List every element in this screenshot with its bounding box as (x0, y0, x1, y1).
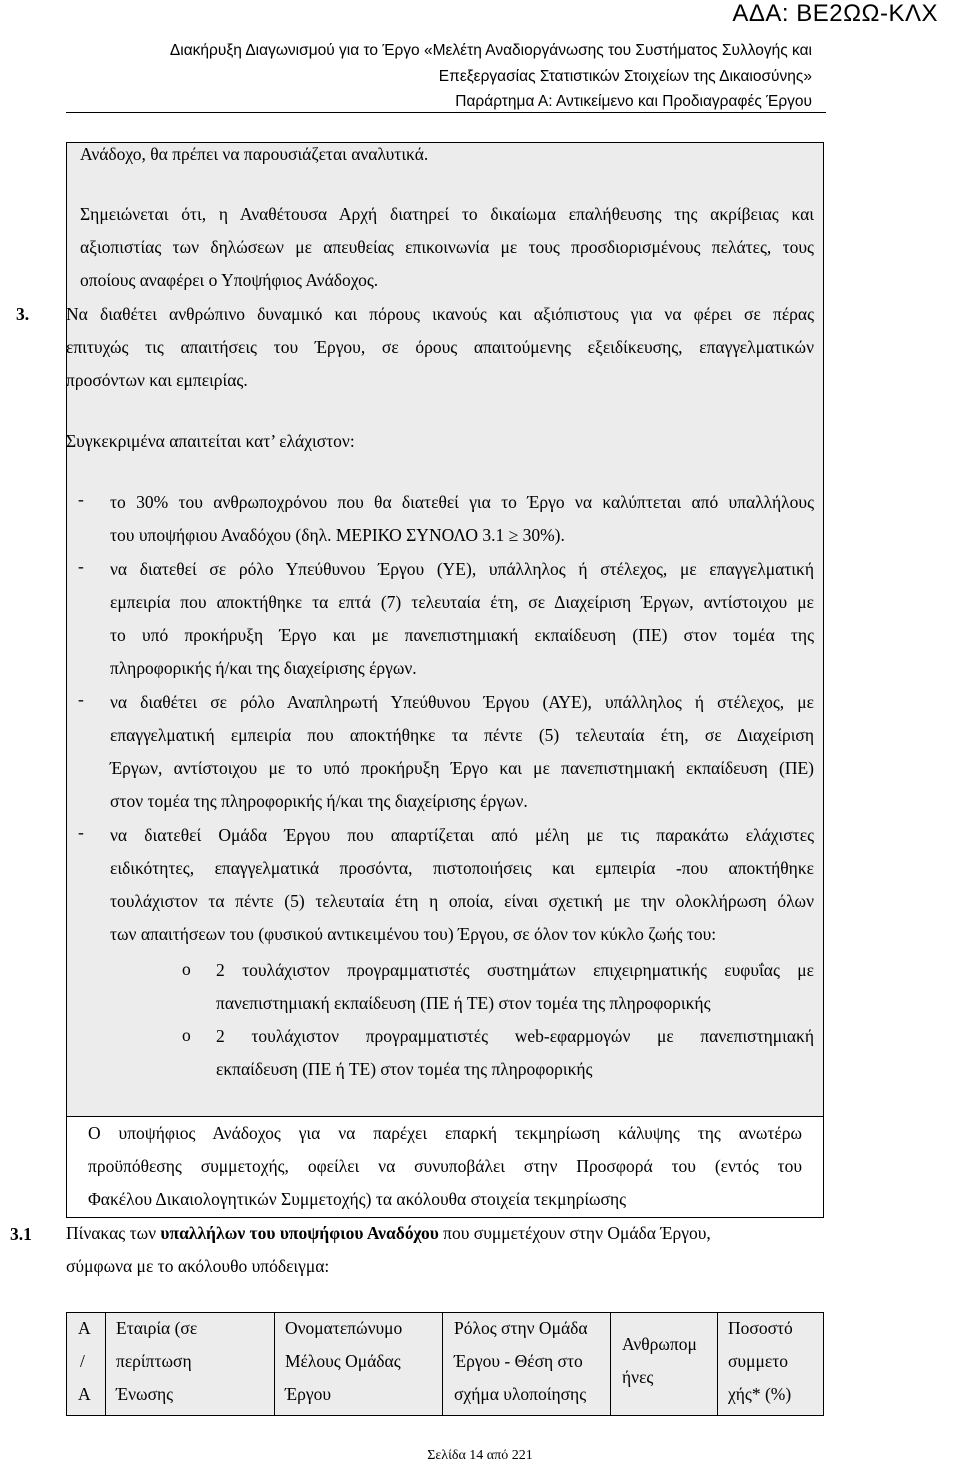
sub-bullet-2-line-1: 2 τουλάχιστον προγραμματιστές web-εφαρμογών με πανεπιστημιακή (216, 1026, 814, 1046)
section-3-1-line-1 (66, 1217, 711, 1250)
page-footer: Σελίδα 14 από 221 (427, 1448, 533, 1463)
column-divider (610, 1313, 611, 1415)
section-3-1-number: 3.1 (10, 1224, 32, 1244)
header-line-3: Παράρτημα Α: Αντικείμενο και Προδιαγραφές Έργου (455, 93, 812, 110)
table-header-name-2: Μέλους Ομάδας (285, 1351, 401, 1371)
bullet-1-line-2: του υποψήφιου Αναδόχου (δηλ. ΜΕΡΙΚΟ ΣΥΝΟΛΟ 3.1 ≥ 30%). (110, 525, 565, 545)
bullet-3-line-1: να διαθέτει σε ρόλο Αναπληρωτή Υπεύθυνου Έργου (ΑΥΕ), υπάλληλος ή στέλεχος, με (110, 692, 814, 712)
bullet-4-line-4: των απαιτήσεων του (φυσικού αντικειμένου του) Έργου, σε όλον τον κύκλο ζωής του: (110, 924, 717, 944)
bullet-2-line-3: το υπό προκήρυξη Έργο και με πανεπιστημιακή εκπαίδευση (ΠΕ) στον τομέα της (110, 625, 814, 645)
table-header-aa-2: / (80, 1351, 85, 1371)
note-box-line-3: Φακέλου Δικαιολογητικών Συμμετοχής) τα ακόλουθα στοιχεία τεκμηρίωσης (88, 1189, 627, 1209)
column-divider (274, 1313, 275, 1415)
section-3-1-text-before: Πίνακας των (66, 1223, 161, 1243)
item-3-line-3: προσόντων και εμπειρίας. (66, 370, 248, 390)
table-header-role-1: Ρόλος στην Ομάδα (454, 1318, 588, 1338)
sub-bullet-2-line-2: εκπαίδευση (ΠΕ ή ΤΕ) στον τομέα της πληροφορικής (216, 1059, 593, 1079)
item-3-number: 3. (16, 304, 30, 324)
bullet-3-line-2: επαγγελματική εμπειρία που αποκτήθηκε τα πέντε (5) τελευταία έτη, σε Διαχείριση (110, 725, 814, 745)
header-rule (66, 112, 826, 113)
item-3-line-1: Να διαθέτει ανθρώπινο δυναμικό και πόρους ικανούς και αξιόπιστους για να φέρει σε πέρας (66, 304, 814, 324)
table-header-company-2: περίπτωση (116, 1351, 192, 1371)
sub-bullet-1-line-1: 2 τουλάχιστον προγραμματιστές συστημάτων επιχειρηματικής ευφυΐας με (216, 960, 814, 980)
header-line-1: Διακήρυξη Διαγωνισμού για το Έργο «Μελέτη Αναδιοργάνωσης του Συστήματος Συλλογής και (169, 42, 812, 59)
bullet-3-line-4: στον τομέα της πληροφορικής ή/και της διαχείρισης έργων. (110, 791, 528, 811)
circle-bullet-marker: o (182, 959, 191, 979)
dash-marker: - (78, 689, 84, 709)
table-header-company-1: Εταιρία (σε (116, 1318, 198, 1338)
table-header-percent-2: συμμετο (728, 1351, 788, 1371)
table-header-manmonths-2: ήνες (622, 1367, 654, 1387)
bullet-4-line-1: να διατεθεί Ομάδα Έργου που απαρτίζεται από μέλη με τις παρακάτω ελάχιστες (110, 825, 814, 845)
bullet-2-line-4: πληροφορικής ή/και της διαχείρισης έργων. (110, 658, 417, 678)
header-line-2: Επεξεργασίας Στατιστικών Στοιχείων της Δικαιοσύνης» (438, 68, 812, 85)
table-header-role-3: σχήμα υλοποίησης (454, 1384, 587, 1404)
column-divider (717, 1313, 718, 1415)
table-header-aa-3: Α (78, 1384, 91, 1404)
bullet-3-line-3: Έργων, αντίστοιχου με το υπό προκήρυξη Έργο και με πανεπιστημιακή εκπαίδευση (ΠΕ) (110, 758, 814, 778)
dash-marker: - (78, 556, 84, 576)
section-3-1-text-bold: υπαλλήλων του υποψήφιου Αναδόχου (160, 1223, 439, 1243)
table-header-company-3: Ένωσης (116, 1384, 174, 1404)
section-3-1-line-2: σύμφωνα με το ακόλουθο υπόδειγμα: (66, 1256, 330, 1276)
ada-code: ΑΔΑ: ΒΕ2ΩΩ-ΚΛΧ (732, 0, 938, 27)
intro-line: Ανάδοχο, θα πρέπει να παρουσιάζεται αναλυτικά. (80, 144, 429, 164)
note-box-line-2: προϋπόθεσης συμμετοχής, οφείλει να συνυποβάλει στην Προσφορά του (εντός του (88, 1156, 802, 1176)
table-header-name-3: Έργου (285, 1384, 332, 1404)
note-line-2: αξιοπιστίας των δηλώσεων με απευθείας επικοινωνία με τους προσδιορισμένους πελάτες, τους (80, 237, 814, 257)
table-header-percent-1: Ποσοστό (728, 1318, 793, 1338)
specific-heading: Συγκεκριμένα απαιτείται κατ’ ελάχιστον: (66, 431, 355, 451)
column-divider (105, 1313, 106, 1415)
bullet-4-line-2: ειδικότητες, επαγγελματικά προσόντα, πιστοποιήσεις και εμπειρία -που αποκτήθηκε (110, 858, 814, 878)
section-3-1-text-after: που συμμετέχουν στην Ομάδα Έργου, (438, 1223, 711, 1243)
sub-bullet-1-line-2: πανεπιστημιακή εκπαίδευση (ΠΕ ή ΤΕ) στον τομέα της πληροφορικής (216, 993, 711, 1013)
bullet-4-line-3: τουλάχιστον τα πέντε (5) τελευταία έτη η οποία, είναι σχετική με την ολοκλήρωση όλων (110, 891, 814, 911)
bullet-2-line-1: να διατεθεί σε ρόλο Υπεύθυνου Έργου (ΥΕ), υπάλληλος ή στέλεχος, με επαγγελματική (110, 559, 814, 579)
circle-bullet-marker: o (182, 1025, 191, 1045)
table-header-role-2: Έργου - Θέση στο (454, 1351, 583, 1371)
item-3-line-2: επιτυχώς τις απαιτήσεις του Έργου, σε όρους απαιτούμενης εξειδίκευσης, επαγγελματικών (66, 337, 814, 357)
note-line-3: οποίους αναφέρει ο Υποψήφιος Ανάδοχος. (80, 270, 379, 290)
column-divider (442, 1313, 443, 1415)
note-box-line-1: Ο υποψήφιος Ανάδοχος για να παρέχει επαρκή τεκμηρίωση κάλυψης της ανωτέρω (88, 1123, 802, 1143)
dash-marker: - (78, 489, 84, 509)
table-header-percent-3: χής* (%) (728, 1384, 792, 1404)
table-header-aa-1: Α (78, 1318, 91, 1338)
bullet-2-line-2: εμπειρία που αποκτήθηκε τα επτά (7) τελευταία έτη, σε Διαχείριση Έργων, αντίστοιχου με (110, 592, 814, 612)
note-line-1: Σημειώνεται ότι, η Αναθέτουσα Αρχή διατηρεί το δικαίωμα επαλήθευσης της ακρίβειας και (80, 204, 814, 224)
table-header-name-1: Ονοματεπώνυμο (285, 1318, 403, 1338)
dash-marker: - (78, 822, 84, 842)
bullet-1-line-1: το 30% του ανθρωποχρόνου που θα διατεθεί για το Έργο να καλύπτεται από υπαλλήλους (110, 492, 814, 512)
table-header-manmonths-1: Ανθρωπομ (622, 1334, 697, 1354)
